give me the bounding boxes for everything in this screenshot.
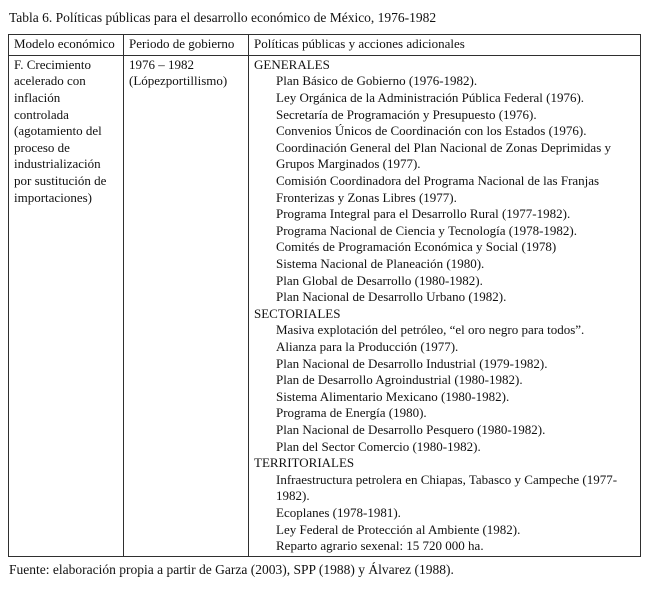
policy-item: Ley Federal de Protección al Ambiente (1982). — [276, 521, 521, 537]
policy-sections — [254, 57, 635, 555]
policy-item: Reparto agrario sexenal: 15 720 000 ha. — [276, 538, 484, 554]
policy-item: Ecoplanes (1978-1981). — [276, 504, 401, 520]
policy-item: Plan de Desarrollo Agroindustrial (1980-1982). — [276, 372, 523, 388]
periodo-label: (Lópezportillismo) — [129, 73, 228, 89]
policy-item: Masiva explotación del petróleo, “el oro negro para todos”. — [276, 322, 585, 338]
policy-section-heading: SECTORIALES — [254, 305, 341, 321]
data-row — [9, 55, 641, 556]
policy-item: Plan Nacional de Desarrollo Urbano (1982). — [276, 289, 507, 305]
policy-item: Comités de Programación Económica y Social (1978) — [276, 239, 557, 255]
policies-table — [8, 34, 641, 557]
policy-item: Comisión Coordinadora del Programa Nacional de las Franjas Fronterizas y Zonas Libres (1977). — [276, 173, 600, 205]
policy-item: Programa de Energía (1980). — [276, 405, 427, 421]
policy-item: Plan Global de Desarrollo (1980-1982). — [276, 272, 483, 288]
table-caption: Tabla 6. Políticas públicas para el desarrollo económico de México, 1976-1982 — [9, 10, 437, 25]
policy-item: Programa Nacional de Ciencia y Tecnología (1978-1982). — [276, 222, 578, 238]
policy-section-heading: TERRITORIALES — [254, 455, 355, 471]
policy-item: Sistema Nacional de Planeación (1980). — [276, 256, 485, 271]
policy-item: Plan Nacional de Desarrollo Pesquero (1980-1982). — [276, 421, 546, 437]
policy-item: Plan Básico de Gobierno (1976-1982). — [276, 73, 478, 89]
header-periodo-gobierno: Periodo de gobierno — [124, 34, 249, 55]
header-modelo-economico: Modelo económico — [9, 34, 124, 55]
cell-periodo-gobierno — [124, 55, 249, 556]
policy-item: Plan Nacional de Desarrollo Industrial (1979-1982). — [276, 355, 548, 371]
source-note: Fuente: elaboración propia a partir de Garza (2003), SPP (1988) y Álvarez (1988). — [9, 561, 454, 577]
header-politicas-publicas: Políticas públicas y acciones adicionales — [249, 34, 641, 55]
policy-item: Sistema Alimentario Mexicano (1980-1982). — [276, 388, 510, 404]
cell-modelo-economico: F. Crecimiento acelerado con inflación controlada (agotamiento del proceso de industrialización por sustitución de importaciones) — [9, 55, 124, 556]
policy-item: Convenios Únicos de Coordinación con los Estados (1976). — [276, 123, 587, 139]
policy-item: Ley Orgánica de la Administración Pública Federal (1976). — [276, 90, 585, 106]
policy-item: Coordinación General del Plan Nacional de Zonas Deprimidas y Grupos Marginados (1977). — [276, 139, 612, 172]
cell-politicas-publicas — [249, 55, 641, 556]
policy-item: Programa Integral para el Desarrollo Rural (1977-1982). — [276, 206, 571, 222]
periodo-years: 1976 – 1982 — [129, 56, 194, 72]
policy-item: Infraestructura petrolera en Chiapas, Tabasco y Campeche (1977-1982). — [276, 471, 618, 504]
policy-item: Secretaría de Programación y Presupuesto (1976). — [276, 106, 537, 122]
policy-section-heading: GENERALES — [254, 56, 330, 72]
header-row — [9, 34, 641, 55]
policy-item: Plan del Sector Comercio (1980-1982). — [276, 438, 481, 454]
policy-item: Alianza para la Producción (1977). — [276, 338, 459, 354]
